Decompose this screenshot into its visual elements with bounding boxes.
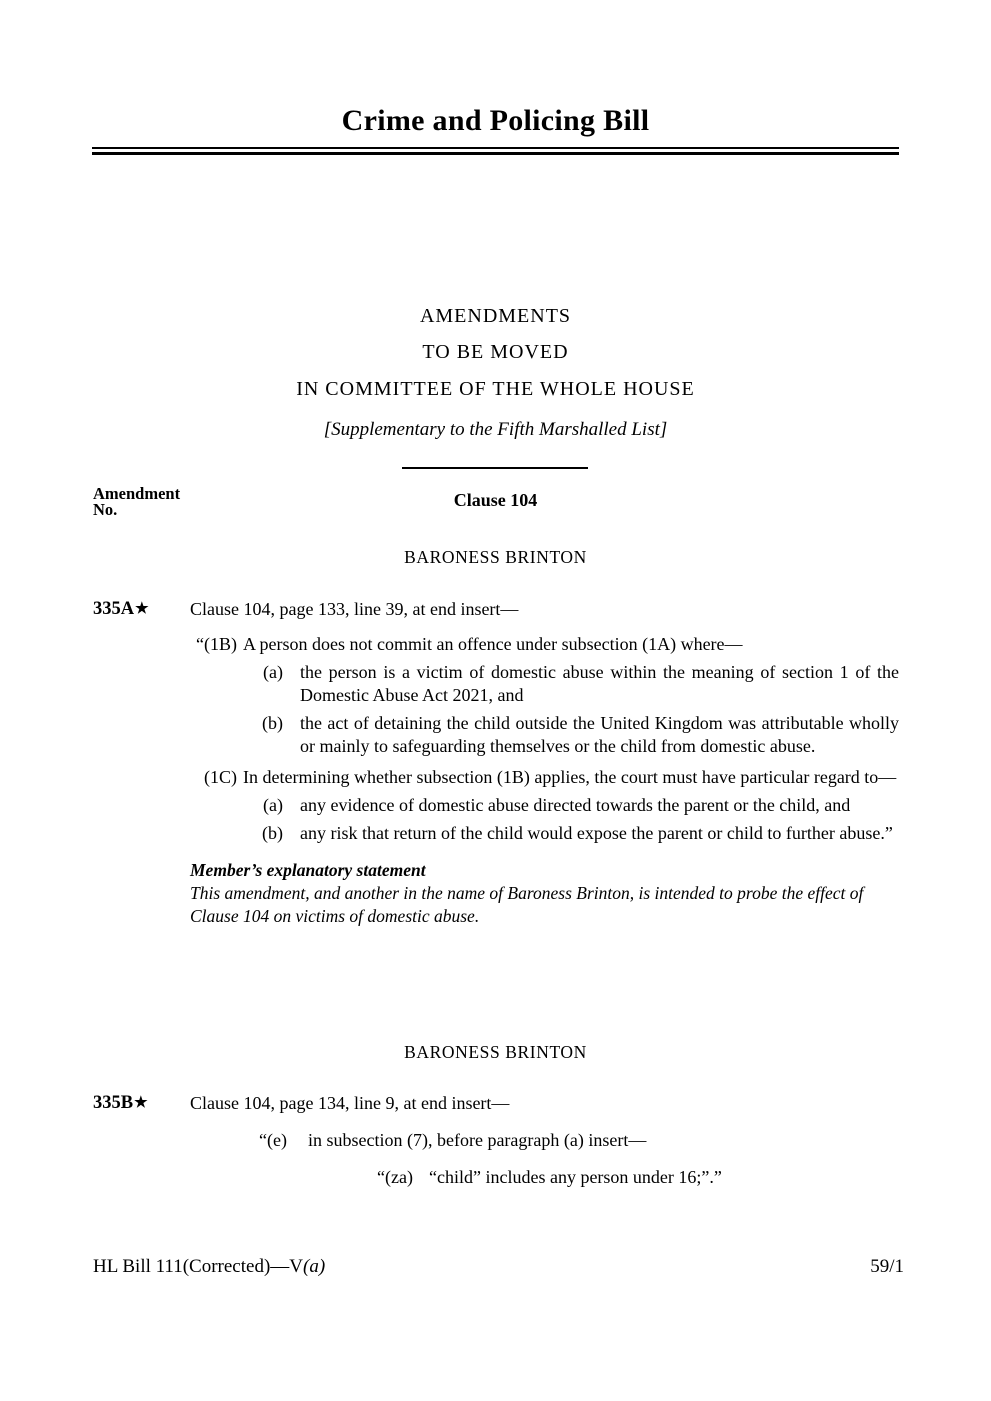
amendment-335a <box>93 598 899 928</box>
mover-name-335a: BARONESS BRINTON <box>404 547 587 567</box>
provision-label: (a) <box>263 662 283 682</box>
bill-reference-main: HL Bill 111(Corrected)—V <box>93 1256 304 1277</box>
provision-za <box>190 1166 899 1189</box>
new-amendment-star-icon: ★ <box>135 601 149 617</box>
provision-text: “child” includes any person under 16;”.” <box>429 1167 722 1187</box>
explanatory-statement <box>190 859 899 928</box>
provision-text: any risk that return of the child would expose the parent or child to further abuse.” <box>300 823 893 843</box>
heading-amendments: AMENDMENTS <box>419 305 572 327</box>
provision-text: in subsection (7), before paragraph (a) insert— <box>308 1130 647 1150</box>
provision-label: “(e) <box>259 1130 287 1150</box>
provision-1c <box>190 766 899 789</box>
bill-reference-suffix: (a) <box>303 1256 326 1277</box>
heading-committee: IN COMMITTEE OF THE WHOLE HOUSE <box>296 378 695 400</box>
amendment-335a-body <box>190 598 899 928</box>
bill-title: Crime and Policing Bill <box>341 104 650 137</box>
provision-label: (b) <box>262 713 283 733</box>
provision-text: any evidence of domestic abuse directed towards the parent or the child, and <box>300 795 851 815</box>
provision-1c-b <box>190 822 899 845</box>
amendment-number-335b <box>93 1092 148 1116</box>
separator-rule <box>402 467 588 469</box>
amendment-no-label-line1: Amendment <box>93 484 181 503</box>
amendment-335a-instruction: Clause 104, page 133, line 39, at end insert— <box>190 599 519 619</box>
provision-text: In determining whether subsection (1B) applies, the court must have particular regard to— <box>243 767 897 787</box>
amendment-335b <box>93 1092 899 1189</box>
page-footer <box>93 1256 904 1278</box>
amendment-335b-instruction: Clause 104, page 134, line 9, at end insert— <box>190 1093 510 1113</box>
title-double-rule <box>92 147 899 155</box>
bill-reference <box>93 1256 325 1278</box>
provision-1b-a <box>190 661 899 707</box>
amendment-no-label-line2: No. <box>93 500 118 519</box>
provision-text: the person is a victim of domestic abuse within the meaning of section 1 of the Domestic Abuse Act 2021, and <box>300 662 899 705</box>
explanatory-heading: Member’s explanatory statement <box>190 860 426 880</box>
provision-label: (1C) <box>204 767 237 787</box>
provision-e <box>190 1129 899 1152</box>
provision-text: A person does not commit an offence under subsection (1A) where— <box>243 634 743 654</box>
provision-label: (b) <box>262 823 283 843</box>
clause-heading: Clause 104 <box>453 490 538 510</box>
provision-1b <box>190 633 899 656</box>
amendment-335b-body <box>190 1092 899 1189</box>
page-number: 59/1 <box>870 1256 904 1277</box>
provision-1b-b <box>190 712 899 758</box>
provision-label: (a) <box>263 795 283 815</box>
new-amendment-star-icon: ★ <box>134 1095 148 1111</box>
amendment-number-335a <box>93 598 149 622</box>
mover-name-335b: BARONESS BRINTON <box>404 1042 587 1062</box>
heading-to-be-moved: TO BE MOVED <box>422 341 569 363</box>
provision-1c-a <box>190 794 899 817</box>
amendment-number-text: 335B <box>93 1093 134 1113</box>
heading-supplementary: [Supplementary to the Fifth Marshalled List] <box>323 419 668 440</box>
provision-label: “(1B) <box>196 634 237 654</box>
provision-text: the act of detaining the child outside the United Kingdom was attributable wholly or mainly to safeguarding themselves or the child from domestic abuse. <box>300 713 899 756</box>
provision-label: “(za) <box>377 1167 413 1187</box>
amendment-number-text: 335A <box>93 599 135 619</box>
explanatory-text: This amendment, and another in the name of Baroness Brinton, is intended to probe the effect of Clause 104 on victims of domestic abuse. <box>190 883 864 926</box>
